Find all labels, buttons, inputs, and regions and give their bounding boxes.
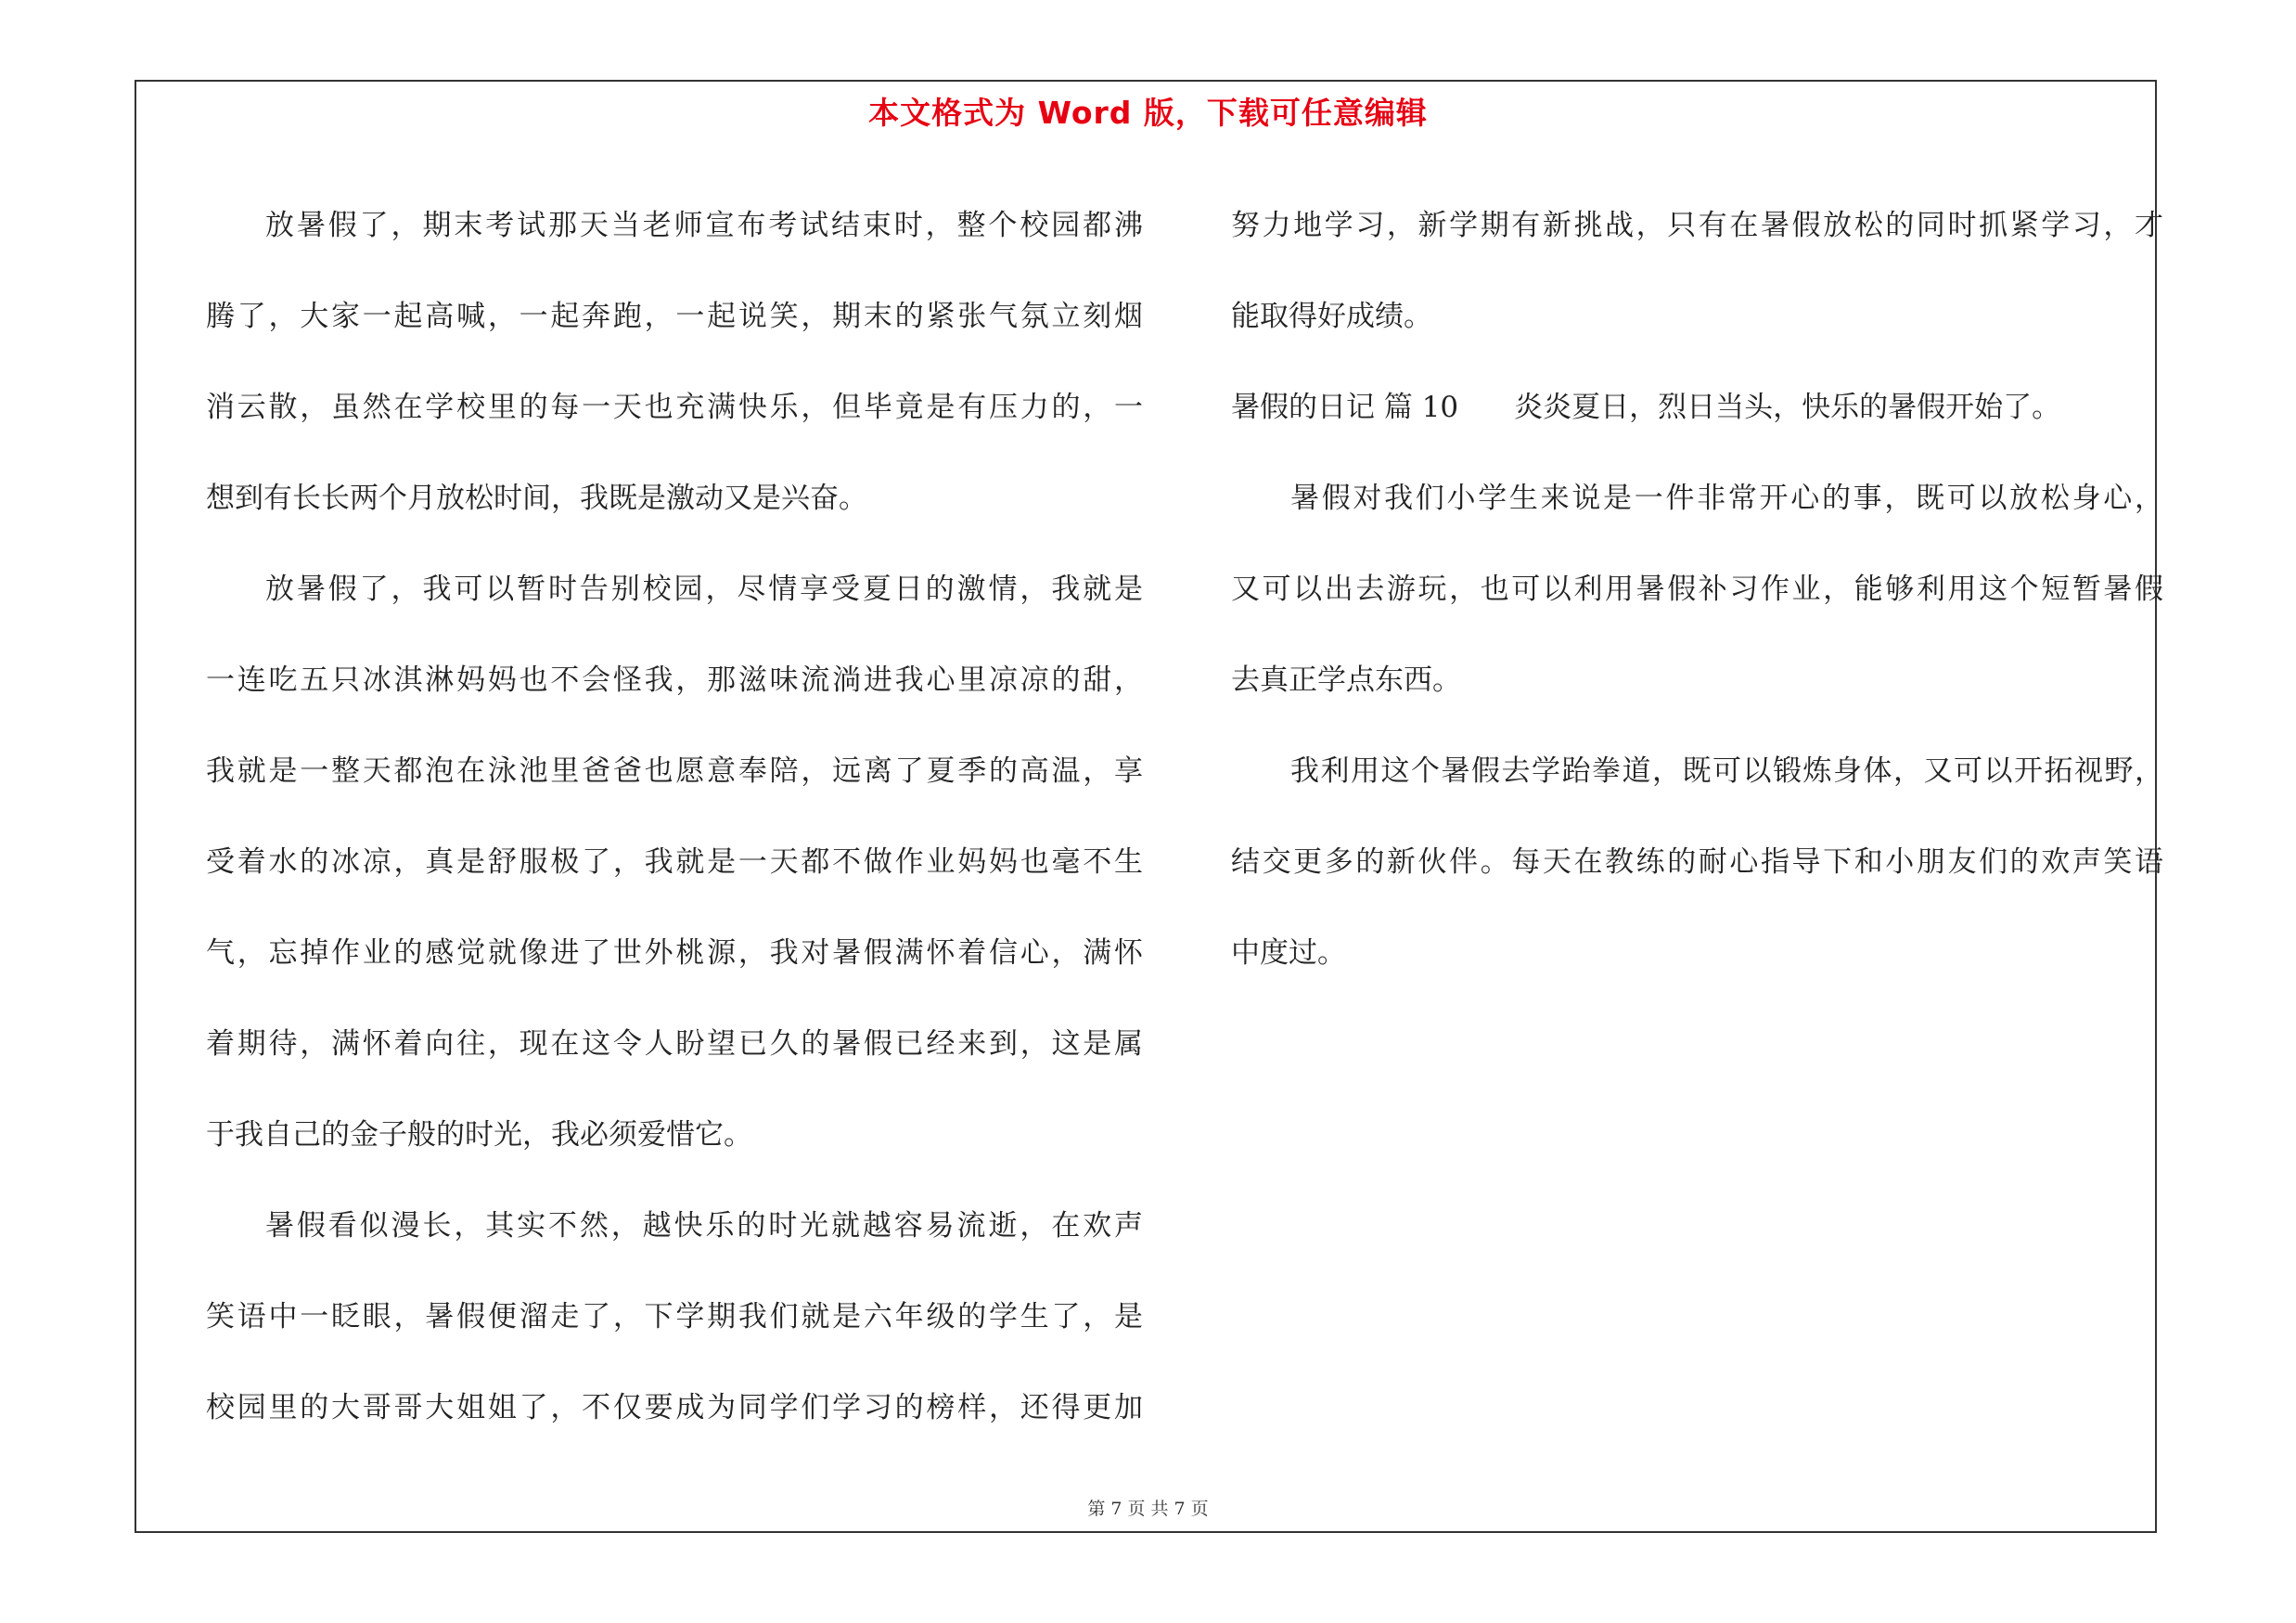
paragraph-line: 我利用这个暑假去学跆拳道，既可以锻炼身体，又可以开拓视野，: [1290, 754, 2163, 788]
paragraph-line: 去真正学点东西。: [1231, 663, 1461, 697]
page-number: 第 7 页 共 7 页: [1087, 1499, 1209, 1519]
paragraph-line: 放暑假了，期末考试那天当老师宣布考试结束时，整个校园都沸: [265, 209, 1143, 242]
paragraph-line: 腾了，大家一起高喊，一起奔跑，一起说笑，期末的紧张气氛立刻烟: [206, 300, 1143, 333]
left-text-column: [206, 180, 1143, 1453]
paragraph-line: 校园里的大哥哥大姐姐了，不仅要成为同学们学习的榜样，还得更加: [206, 1391, 1143, 1424]
paragraph-line: 一连吃五只冰淇淋妈妈也不会怪我，那滋味流淌进我心里凉凉的甜，: [206, 663, 1143, 697]
right-text-column: [1231, 180, 2163, 998]
paragraph-line: 气，忘掉作业的感觉就像进了世外桃源，我对暑假满怀着信心，满怀: [206, 936, 1143, 970]
paragraph-line: 想到有长长两个月放松时间，我既是激动又是兴奋。: [206, 482, 867, 515]
section-heading: 暑假的日记 篇 10: [1231, 391, 1459, 424]
document-banner: 本文格式为 Word 版，下载可任意编辑: [868, 95, 1428, 131]
paragraph-line: 于我自己的金子般的时光，我必须爱惜它。: [206, 1118, 752, 1152]
paragraph-line: 结交更多的新伙伴。每天在教练的耐心指导下和小朋友们的欢声笑语: [1231, 845, 2163, 879]
paragraph-line: 中度过。: [1231, 936, 1346, 970]
paragraph-line: 受着水的冰凉，真是舒服极了，我就是一天都不做作业妈妈也毫不生: [206, 845, 1143, 879]
paragraph-line: 暑假对我们小学生来说是一件非常开心的事，既可以放松身心，: [1290, 482, 2163, 515]
paragraph-line: 消云散，虽然在学校里的每一天也充满快乐，但毕竟是有压力的，一: [206, 391, 1143, 424]
paragraph-line: 能取得好成绩。: [1231, 300, 1432, 333]
paragraph-line: 暑假看似漫长，其实不然，越快乐的时光就越容易流逝，在欢声: [265, 1209, 1143, 1243]
section-heading-line: [1231, 362, 2163, 453]
paragraph-line: 又可以出去游玩，也可以利用暑假补习作业，能够利用这个短暂暑假: [1231, 573, 2163, 606]
paragraph-line: 我就是一整天都泡在泳池里爸爸也愿意奉陪，远离了夏季的高温，享: [206, 754, 1143, 788]
paragraph-line: 着期待，满怀着向往，现在这令人盼望已久的暑假已经来到，这是属: [206, 1027, 1143, 1061]
paragraph-line: 笑语中一眨眼，暑假便溜走了，下学期我们就是六年级的学生了，是: [206, 1300, 1143, 1333]
section-first-sentence: 炎炎夏日，烈日当头，快乐的暑假开始了。: [1514, 391, 2061, 424]
paragraph-line: 放暑假了，我可以暂时告别校园，尽情享受夏日的激情，我就是: [265, 573, 1143, 606]
paragraph-line: 努力地学习，新学期有新挑战，只有在暑假放松的同时抓紧学习，才: [1231, 209, 2163, 242]
